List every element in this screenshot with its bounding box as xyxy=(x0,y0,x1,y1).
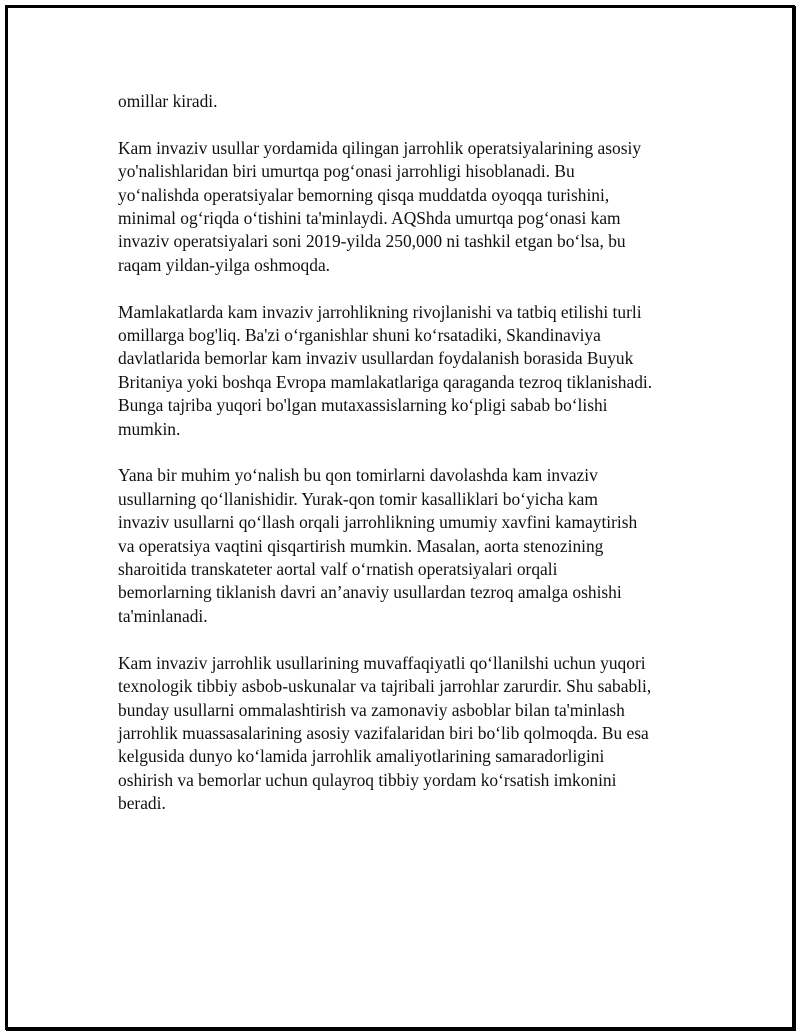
paragraph-5 xyxy=(118,652,693,816)
text-line: omillarga bog'liq. Ba'zi o‘rganishlar shuni ko‘rsatadiki, Skandinaviya xyxy=(118,325,601,346)
text-line: kelgusida dunyo ko‘lamida jarrohlik amaliyotlarining samaradorligini xyxy=(118,746,605,767)
document-body xyxy=(118,90,693,839)
text-line: ta'minlanadi. xyxy=(118,605,208,626)
text-line: Britaniya yoki boshqa Evropa mamlakatlariga qaraganda tezroq tiklanishadi. xyxy=(118,371,653,392)
text-line: davlatlarida bemorlar kam invaziv usullardan foydalanish borasida Buyuk xyxy=(118,348,634,369)
text-line: usullarning qo‘llanishidir. Yurak-qon tomir kasalliklari bo‘yicha kam xyxy=(118,488,598,509)
text-line: raqam yildan-yilga oshmoqda. xyxy=(118,254,331,275)
text-line: omillar kiradi. xyxy=(118,91,218,111)
text-line: Kam invaziv usullar yordamida qilingan jarrohlik operatsiyalarining asosiy xyxy=(118,137,642,158)
text-line: texnologik tibbiy asbob-uskunalar va tajribali jarrohlar zarurdir. Shu sababli, xyxy=(118,676,652,697)
paragraph-2 xyxy=(118,137,693,277)
paragraph-4 xyxy=(118,464,693,628)
text-line: invaziv usullarni qo‘llash orqali jarrohlikning umumiy xavfini kamaytirish xyxy=(118,512,638,533)
text-line: yo'nalishlaridan biri umurtqa pog‘onasi jarrohligi hisoblanadi. Bu xyxy=(118,161,575,182)
text-line: bemorlarning tiklanish davri an’anaviy usullardan tezroq amalga oshishi xyxy=(118,582,622,603)
text-line: Yana bir muhim yo‘nalish bu qon tomirlarni davolashda kam invaziv xyxy=(118,465,598,486)
paragraph-1 xyxy=(118,90,693,113)
text-line: Bunga tajriba yuqori bo'lgan mutaxassislarning ko‘pligi sabab bo‘lishi xyxy=(118,395,608,416)
text-line: invaziv operatsiyalari soni 2019-yilda 250,000 ni tashkil etgan bo‘lsa, bu xyxy=(118,231,626,252)
text-line: bunday usullarni ommalashtirish va zamonaviy asboblar bilan ta'minlash xyxy=(118,699,625,720)
text-line: mumkin. xyxy=(118,418,181,439)
text-line: yo‘nalishda operatsiyalar bemorning qisqa muddatda oyoqqa turishini, xyxy=(118,184,610,205)
text-line: Kam invaziv jarrohlik usullarining muvaffaqiyatli qo‘llanilshi uchun yuqori xyxy=(118,652,646,673)
text-line: beradi. xyxy=(118,793,166,814)
text-line: jarrohlik muassasalarining asosiy vazifalaridan biri bo‘lib qolmoqda. Bu esa xyxy=(118,722,649,743)
text-line: va operatsiya vaqtini qisqartirish mumkin. Masalan, aorta stenozining xyxy=(118,535,604,556)
paragraph-3 xyxy=(118,301,693,441)
text-line: sharoitida transkateter aortal valf o‘rnatish operatsiyalari orqali xyxy=(118,559,558,580)
text-line: oshirish va bemorlar uchun qulayroq tibbiy yordam ko‘rsatish imkonini xyxy=(118,769,617,790)
text-line: minimal og‘riqda o‘tishini ta'minlaydi. AQShda umurtqa pog‘onasi kam xyxy=(118,208,621,229)
text-line: Mamlakatlarda kam invaziv jarrohlikning rivojlanishi va tatbiq etilishi turli xyxy=(118,301,642,322)
